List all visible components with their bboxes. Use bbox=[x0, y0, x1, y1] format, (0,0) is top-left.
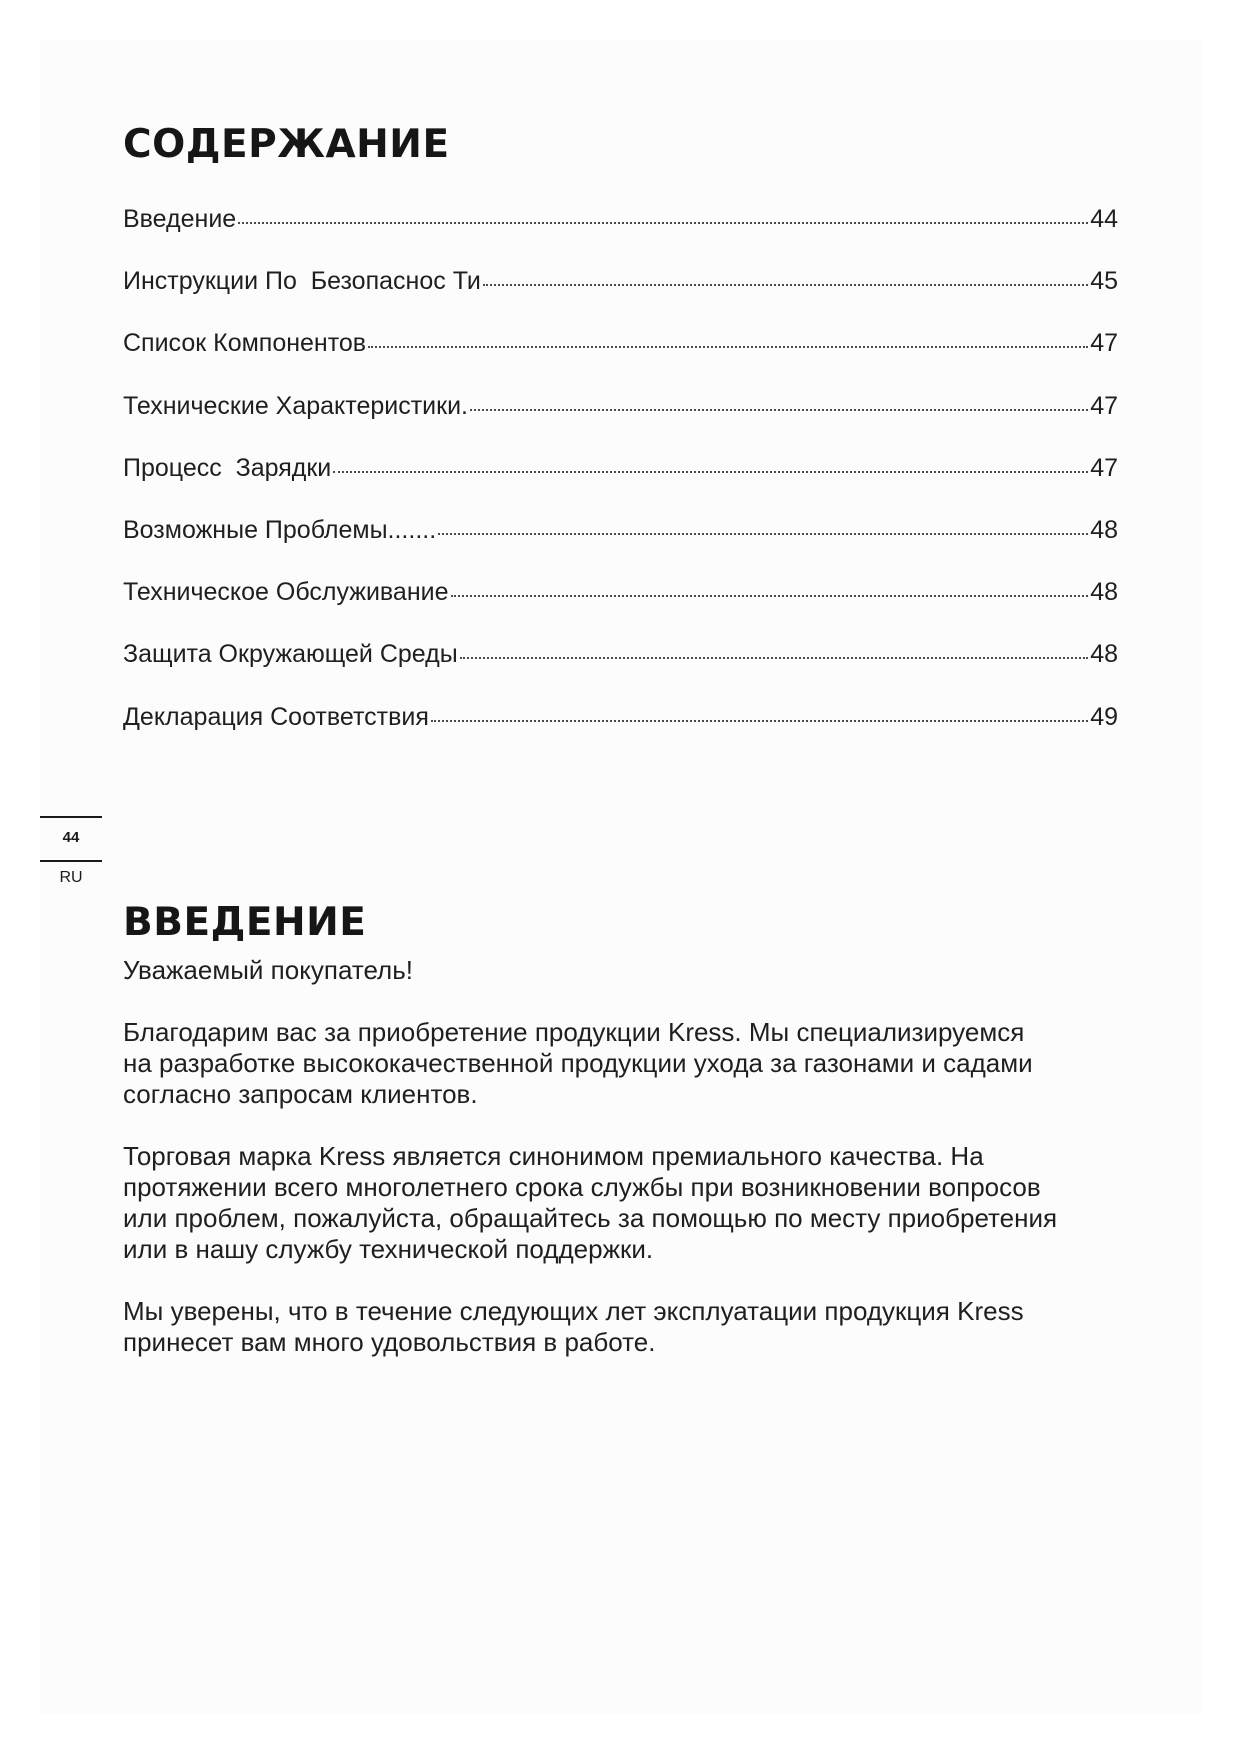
toc-entry-page: 47 bbox=[1090, 329, 1118, 358]
toc-dot-leader bbox=[431, 720, 1088, 722]
toc-entry[interactable] bbox=[123, 267, 1118, 329]
toc-entry-page: 49 bbox=[1090, 702, 1118, 731]
intro-paragraph: Мы уверены, что в течение следующих лет эксплуатации продукция Kress принесет вам много удовольствия в работе. bbox=[123, 1296, 1024, 1357]
side-page-number: 44 bbox=[62, 829, 80, 846]
toc-entry-label: Введение bbox=[123, 205, 237, 233]
toc-entry[interactable] bbox=[123, 454, 1118, 516]
toc-dot-leader bbox=[451, 595, 1089, 597]
toc-entry-page: 44 bbox=[1090, 205, 1118, 233]
toc-entry-page: 48 bbox=[1090, 515, 1118, 544]
toc-entry-label: Техническое Обслуживание bbox=[123, 578, 449, 607]
intro-greeting: Уважаемый покупатель! bbox=[123, 955, 413, 985]
toc-entry-page: 45 bbox=[1090, 267, 1118, 296]
table-of-contents bbox=[123, 205, 1118, 765]
intro-body bbox=[123, 955, 1123, 1389]
toc-dot-leader bbox=[368, 346, 1088, 348]
toc-dot-leader bbox=[460, 657, 1088, 659]
toc-entry[interactable] bbox=[123, 329, 1118, 391]
toc-entry-label: Технические Характеристики. bbox=[123, 391, 468, 420]
toc-entry[interactable] bbox=[123, 703, 1118, 765]
toc-entry-label: Возможные Проблемы....... bbox=[123, 515, 437, 544]
side-marker-top-rule bbox=[40, 816, 102, 818]
toc-entry-label: Инструкции По Безопаснос Ти bbox=[123, 267, 481, 296]
toc-entry-page: 47 bbox=[1090, 453, 1118, 482]
toc-entry[interactable] bbox=[123, 640, 1118, 702]
toc-entry-page: 48 bbox=[1090, 640, 1118, 669]
toc-entry[interactable] bbox=[123, 578, 1118, 640]
toc-entry-label: Защита Окружающей Среды bbox=[123, 640, 458, 669]
side-language-code: RU bbox=[59, 869, 83, 886]
toc-entry-label: Процесс Зарядки bbox=[123, 453, 332, 482]
toc-entry-label: Декларация Соответствия bbox=[123, 702, 429, 731]
intro-title: ВВЕДЕНИЕ bbox=[123, 900, 367, 945]
intro-paragraph: Благодарим вас за приобретение продукции Kress. Мы специализируемся на разработке высококачественной продукции ухода за газонами и садами согласно запросам клиентов. bbox=[123, 1017, 1033, 1109]
toc-title: СОДЕРЖАНИЕ bbox=[123, 122, 450, 167]
toc-dot-leader bbox=[333, 471, 1088, 473]
toc-dot-leader bbox=[438, 533, 1088, 535]
side-marker-bottom-rule bbox=[40, 860, 102, 862]
toc-entry-page: 48 bbox=[1090, 578, 1118, 607]
toc-entry-page: 47 bbox=[1090, 391, 1118, 420]
toc-dot-leader bbox=[470, 409, 1088, 411]
toc-entry[interactable] bbox=[123, 392, 1118, 454]
intro-paragraph: Торговая марка Kress является синонимом премиального качества. На протяжении всего многолетнего срока службы при возникновении вопросов или проблем, пожалуйста, обращайтесь за помощью по месту приобретения или в нашу службу технической поддержки. bbox=[123, 1141, 1058, 1264]
toc-entry[interactable] bbox=[123, 205, 1118, 267]
toc-entry[interactable] bbox=[123, 516, 1118, 578]
toc-dot-leader bbox=[483, 284, 1088, 286]
toc-entry-label: Список Компонентов bbox=[123, 329, 367, 358]
toc-dot-leader bbox=[238, 222, 1088, 224]
